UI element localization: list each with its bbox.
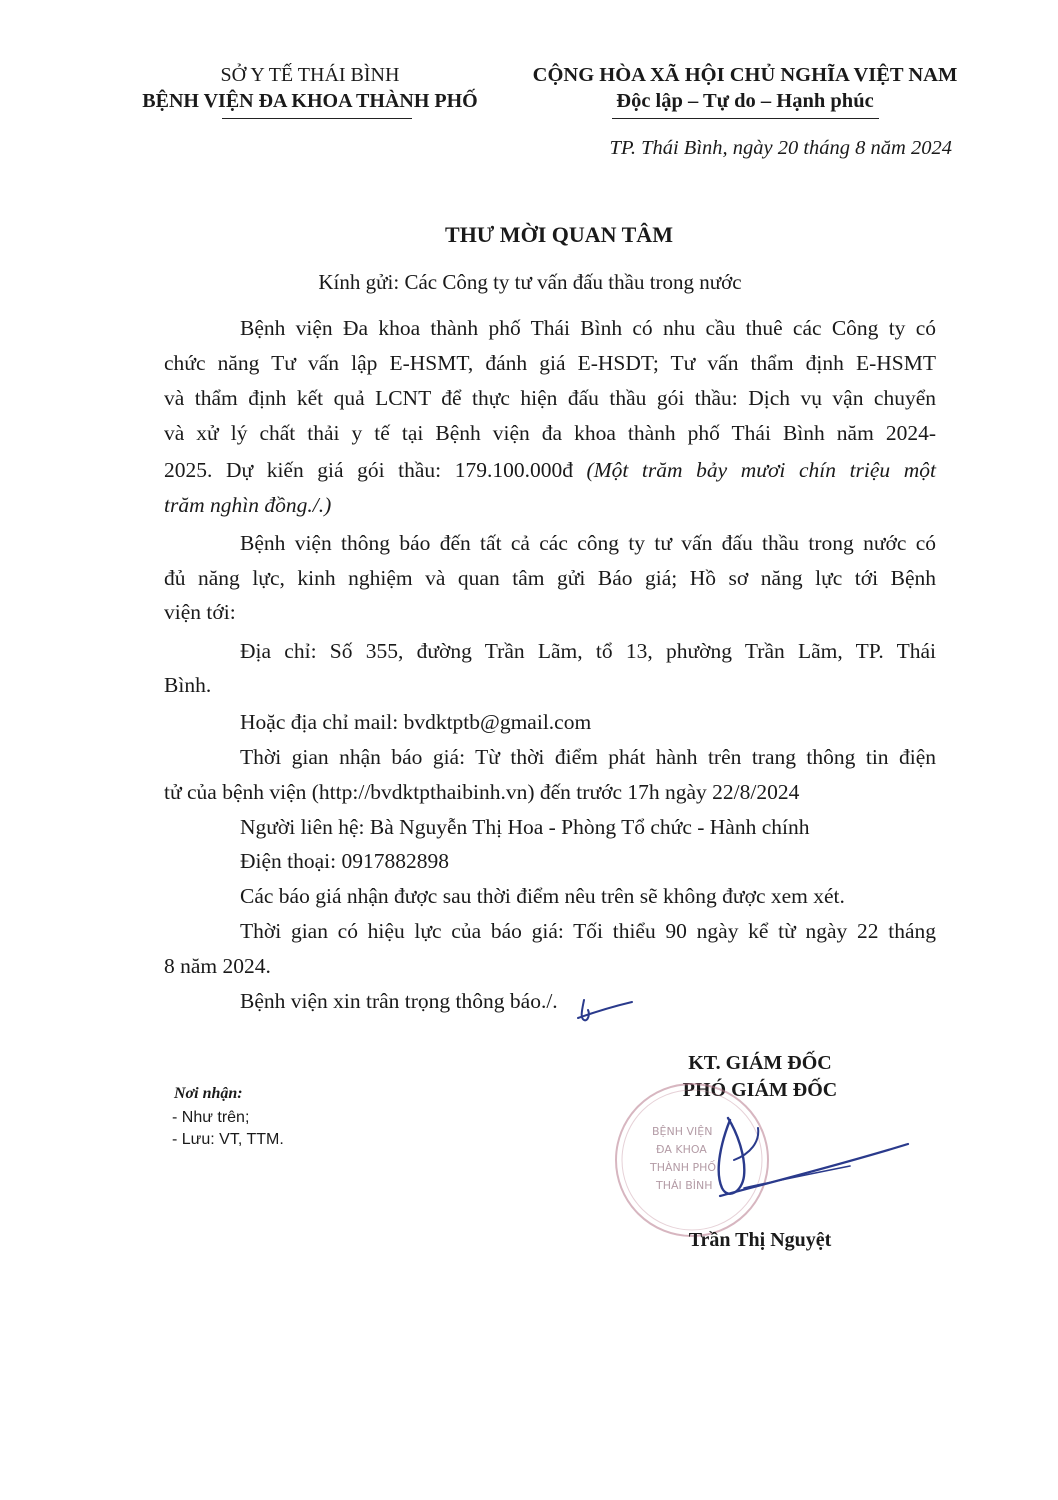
validity-line1: Thời gian có hiệu lực của báo giá: Tối thiểu 90 ngày kể từ ngày 22 tháng	[240, 919, 936, 943]
email-line: Hoặc địa chỉ mail: bvdktptb@gmail.com	[240, 710, 592, 734]
time-line2: tử của bệnh viện (http://bvdktpthaibinh.vn) đến trước 17h ngày 22/8/2024	[164, 780, 800, 804]
date-line: TP. Thái Bình, ngày 20 tháng 8 năm 2024	[609, 137, 952, 159]
signature-authority: KT. GIÁM ĐỐC	[688, 1052, 832, 1074]
stamp-text: BỆNH VIỆN	[652, 1125, 713, 1138]
para1-line2: chức năng Tư vấn lập E-HSMT, đánh giá E-HSDT; Tư vấn thẩm định E-HSMT	[164, 351, 936, 375]
price-in-words: (Một trăm bảy mươi chín triệu một	[586, 458, 936, 482]
signature-position: PHÓ GIÁM ĐỐC	[682, 1079, 838, 1101]
closing-line: Bệnh viện xin trân trọng thông báo./.	[240, 989, 558, 1013]
header-right-underline	[612, 118, 879, 119]
validity-line2: 8 năm 2024.	[164, 954, 271, 978]
para1-line4: và xử lý chất thải y tế tại Bệnh viện đa khoa thành phố Thái Bình năm 2024-	[164, 421, 936, 445]
signer-name: Trần Thị Nguyệt	[688, 1229, 832, 1251]
hospital-name: BỆNH VIỆN ĐA KHOA THÀNH PHỐ	[142, 90, 478, 112]
recipient-item: - Như trên;	[172, 1109, 250, 1126]
national-title: CỘNG HÒA XÃ HỘI CHỦ NGHĨA VIỆT NAM	[532, 64, 958, 86]
initial-mark-icon	[570, 992, 640, 1032]
para1-line5	[164, 460, 936, 482]
para1-line3: và thẩm định kết quả LCNT để thực hiện đấu thầu gói thầu: Dịch vụ vận chuyển	[164, 386, 936, 410]
stamp-text: THÁI BÌNH	[656, 1179, 713, 1192]
document-title: THƯ MỜI QUAN TÂM	[445, 222, 673, 247]
para1-line1: Bệnh viện Đa khoa thành phố Thái Bình có nhu cầu thuê các Công ty có	[240, 316, 936, 340]
recipients-title: Nơi nhận:	[174, 1085, 243, 1102]
stamp-text: THÀNH PHỐ	[650, 1161, 717, 1174]
late-submission-line: Các báo giá nhận được sau thời điểm nêu trên sẽ không được xem xét.	[240, 884, 845, 908]
address-line1: Địa chỉ: Số 355, đường Trần Lãm, tổ 13, phường Trần Lãm, TP. Thái	[240, 639, 936, 663]
address-line2: Bình.	[164, 673, 212, 697]
time-line1: Thời gian nhận báo giá: Từ thời điểm phát hành trên trang thông tin điện	[240, 745, 936, 769]
stamp-text: ĐA KHOA	[656, 1143, 707, 1156]
para2-line2: đủ năng lực, kinh nghiệm và quan tâm gửi Báo giá; Hồ sơ năng lực tới Bệnh	[164, 566, 936, 590]
price-text: 2025. Dự kiến giá gói thầu: 179.100.000đ	[164, 458, 587, 482]
para1-line6: trăm nghìn đồng./.)	[164, 493, 332, 517]
recipient-item: - Lưu: VT, TTM.	[172, 1131, 284, 1148]
national-motto: Độc lập – Tự do – Hạnh phúc	[616, 90, 874, 112]
recipient-line: Kính gửi: Các Công ty tư vấn đấu thầu trong nước	[318, 270, 742, 294]
header-left-underline	[222, 118, 412, 119]
contact-line: Người liên hệ: Bà Nguyễn Thị Hoa - Phòng Tổ chức - Hành chính	[240, 815, 810, 839]
phone-line: Điện thoại: 0917882898	[240, 849, 450, 873]
para2-line3: viện tới:	[164, 600, 236, 624]
agency-name: SỞ Y TẾ THÁI BÌNH	[220, 64, 400, 86]
handwritten-signature-icon	[610, 1100, 930, 1210]
para2-line1: Bệnh viện thông báo đến tất cả các công ty tư vấn đấu thầu trong nước có	[240, 531, 936, 555]
